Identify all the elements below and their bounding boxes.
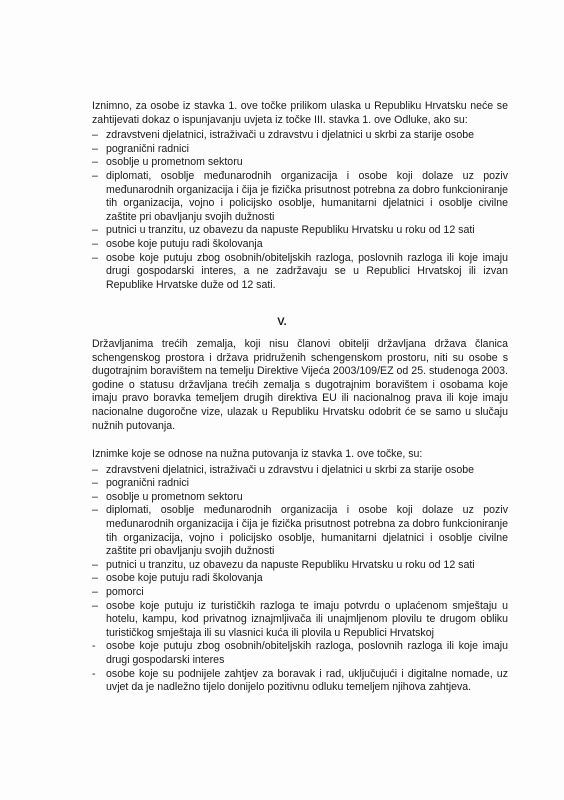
list-item: – osoblje u prometnom sektoru <box>92 490 243 503</box>
list-item: – putnici u tranzitu, uz obavezu da napuste Republiku Hrvatsku u roku od 12 sati <box>92 558 475 571</box>
section-2-list <box>92 464 508 695</box>
list-item: – osoblje u prometnom sektoru <box>92 156 243 169</box>
list-item: – osobe koje putuju zbog osobnih/obiteljskih razloga, poslovnih razloga ili koje imaju drugi gospodarski interes, a ne zadržavaju se u Republici Hrvatskoj ili izvan Republike Hrvatske duže od 12 sati. <box>92 251 508 291</box>
list-item: – osobe koje putuju radi školovanja <box>92 237 263 250</box>
list-item: – pogranični radnici <box>92 142 190 155</box>
section-2-intro: Iznimke koje se odnose na nužna putovanja iz stavka 1. ove točke, su: <box>92 448 423 460</box>
list-item: – zdravstveni djelatnici, istraživači u zdravstvu i djelatnici u skrbi za starije osobe <box>92 463 474 476</box>
section-1-intro: Iznimno, za osobe iz stavka 1. ove točke prilikom ulaska u Republiku Hrvatsku neće se zahtijevati dokaz o ispunjavanju uvjeta iz točke III. stavka 1. ove Odluke, ako su: <box>92 100 508 126</box>
list-item: – osobe koje putuju radi školovanja <box>92 572 263 585</box>
section-2-exceptions <box>92 448 508 695</box>
section-1 <box>92 100 508 292</box>
list-item: – zdravstveni djelatnici, istraživači u zdravstvu i djelatnici u skrbi za starije osobe <box>92 129 474 142</box>
list-item: – osobe koje putuju iz turističkih razloga te imaju potvrdu o uplaćenom smještaju u hotelu, kampu, kod privatnog iznajmljivača ili unajmljenom plovilu te drugom obliku turističkog smještaja ili su vlasnici kuća ili plovila u Republici Hrvatskoj <box>92 599 508 639</box>
list-item: – pogranični radnici <box>92 477 190 490</box>
section-2 <box>92 338 508 433</box>
list-item: – putnici u tranzitu, uz obavezu da napuste Republiku Hrvatsku u roku od 12 sati <box>92 224 475 237</box>
list-item: - osobe koje putuju zbog osobnih/obiteljskih razloga, poslovnih razloga ili koje imaju drugi gospodarski interes <box>92 640 508 666</box>
list-item: – pomorci <box>92 585 144 598</box>
list-item: – diplomati, osoblje međunarodnih organizacija i osobe koji dolaze uz poziv međunarodnih organizacija i čija je fizička prisutnost potrebna za dobro funkcioniranje tih organizacija, vojno i policijsko osoblje, humanitarni djelatnici i osoblje civilne zaštite pri obavljanju svojih dužnosti <box>92 169 508 223</box>
list-item: - osobe koje su podnijele zahtjev za boravak i rad, uključujući i digitalne nomade, uz uvjet da je nadležno tijelo donijelo pozitivnu odluku temeljem njihova zahtjeva. <box>92 667 508 694</box>
section-2-paragraph: Državljanima trećih zemalja, koji nisu članovi obitelji državljana država članica schengenskog prostora i država pridruženih schengenskom prostoru, niti su osobe s dugotrajnim boravištem na temelju Direktive Vijeća 2003/109/EZ od 25. studenoga 2003. godine o statusu državljana trećih zemalja s dugotrajnim boravištem i osobama koje imaju pravo boravka temeljem drugih direktiva EU ili nacionalnog prava ili koje imaju nacionalne dugoročne vize, ulazak u Republiku Hrvatsku odobrit će se samo u slučaju nužnih putovanja. <box>92 338 508 432</box>
list-item: – diplomati, osoblje međunarodnih organizacija i osobe koji dolaze uz poziv međunarodnih organizacija i čija je fizička prisutnost potrebna za dobro funkcioniranje tih organizacija, vojno i policijsko osoblje, humanitarni djelatnici i osoblje civilne zaštite pri obavljanju svojih dužnosti <box>92 504 508 558</box>
section-heading: V. <box>277 316 287 328</box>
section-1-list <box>92 129 508 292</box>
